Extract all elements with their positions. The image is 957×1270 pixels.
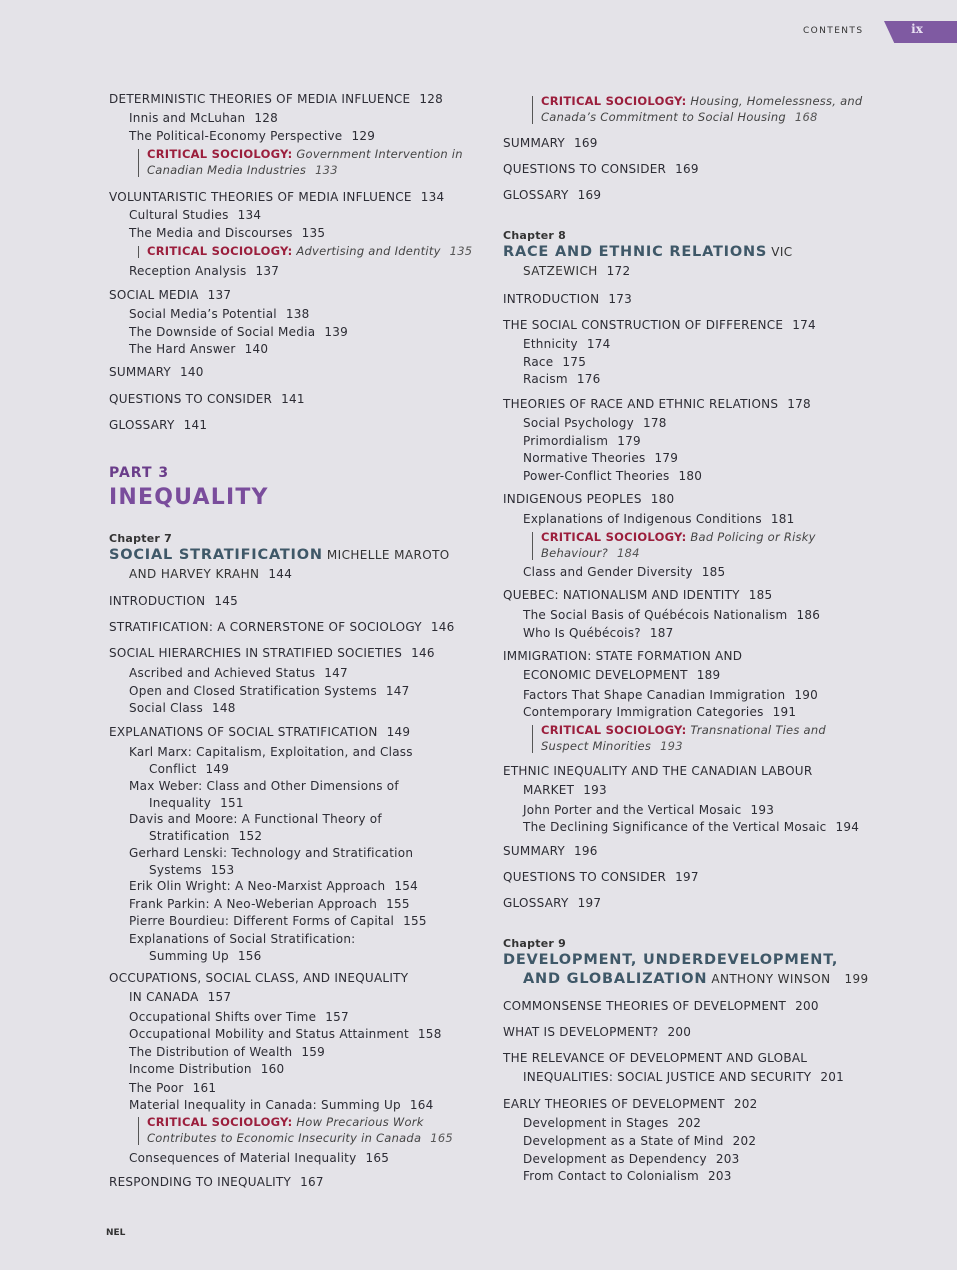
entry-page: 190 xyxy=(794,688,818,702)
entry-title-cont: Summing Up xyxy=(149,949,229,963)
toc-entry-heading[interactable] xyxy=(503,492,674,507)
entry-title-cont: Conflict xyxy=(149,762,197,776)
toc-entry-subheading[interactable] xyxy=(523,820,859,835)
entry-page: 193 xyxy=(583,783,607,797)
critical-sociology-label: CRITICAL SOCIOLOGY: xyxy=(147,1115,293,1129)
entry-title: THE SOCIAL CONSTRUCTION OF DIFFERENCE xyxy=(503,318,784,332)
chapter-title-cont[interactable] xyxy=(523,970,869,988)
entry-page: 135 xyxy=(301,226,326,240)
entry-page: 165 xyxy=(430,1131,453,1145)
entry-page: 178 xyxy=(642,416,667,430)
entry-title: The Political-Economy Perspective xyxy=(129,129,343,143)
critical-sociology-title: Bad Policing or Risky xyxy=(690,530,816,544)
chapter-number: Chapter 9 xyxy=(503,937,567,950)
entry-title-cont: IN CANADA xyxy=(129,990,199,1004)
chapter-number: Chapter 8 xyxy=(503,229,567,242)
chapter-author-cont: SATZEWICH xyxy=(523,264,598,278)
entry-page: 140 xyxy=(179,365,204,379)
entry-page: 193 xyxy=(750,803,775,817)
toc-entry-subheading[interactable] xyxy=(523,688,818,703)
entry-page: 176 xyxy=(576,372,601,386)
toc-entry-subheading[interactable] xyxy=(523,1169,732,1184)
page-number: ix xyxy=(911,22,923,36)
entry-page: 202 xyxy=(677,1116,702,1130)
critical-sociology-box[interactable] xyxy=(541,530,816,545)
entry-title: Development as a State of Mind xyxy=(523,1134,724,1148)
entry-title: EXPLANATIONS OF SOCIAL STRATIFICATION xyxy=(109,725,378,739)
critical-sociology-box-cont[interactable] xyxy=(541,739,683,754)
entry-title: The Distribution of Wealth xyxy=(129,1045,293,1059)
entry-title: SUMMARY xyxy=(503,844,565,858)
entry-title-cont: INEQUALITIES: SOCIAL JUSTICE AND SECURITY xyxy=(523,1070,812,1084)
entry-page: 141 xyxy=(281,392,305,406)
entry-page: 199 xyxy=(844,972,869,986)
entry-page: 149 xyxy=(386,725,411,739)
critical-sociology-title: How Precarious Work xyxy=(296,1115,424,1129)
toc-entry-heading[interactable] xyxy=(503,999,819,1014)
entry-page: 145 xyxy=(214,594,238,608)
entry-title-cont: Systems xyxy=(149,863,202,877)
entry-page: 129 xyxy=(351,129,376,143)
entry-title: GLOSSARY xyxy=(109,418,175,432)
entry-page: 159 xyxy=(301,1045,326,1059)
toc-entry-continuation[interactable] xyxy=(523,1070,844,1085)
critical-sociology-title: Housing, Homelessness, and xyxy=(690,94,863,108)
entry-page: 194 xyxy=(835,820,860,834)
critical-sociology-box-cont[interactable] xyxy=(541,546,640,561)
entry-title: Erik Olin Wright: A Neo-Marxist Approach xyxy=(129,879,386,893)
toc-entry-heading[interactable] xyxy=(503,136,598,151)
entry-title: GLOSSARY xyxy=(503,188,569,202)
entry-page: 181 xyxy=(770,512,795,526)
toc-entry-heading[interactable] xyxy=(503,764,812,779)
entry-title: Primordialism xyxy=(523,434,609,448)
entry-page: 186 xyxy=(796,608,821,622)
chapter-author: VIC xyxy=(771,245,793,259)
entry-page: 146 xyxy=(411,646,435,660)
critical-sociology-title-cont: Canada’s Commitment to Social Housing xyxy=(541,110,786,124)
entry-page: 146 xyxy=(430,620,455,634)
entry-page: 137 xyxy=(255,264,280,278)
critical-sociology-box-cont[interactable] xyxy=(541,110,818,125)
entry-title-cont: Inequality xyxy=(149,796,212,810)
entry-title: Gerhard Lenski: Technology and Stratification xyxy=(129,846,414,860)
chapter-author: ANTHONY WINSON xyxy=(711,972,831,986)
toc-entry-heading[interactable] xyxy=(503,649,742,664)
entry-title: Power-Conflict Theories xyxy=(523,469,670,483)
chapter-title[interactable] xyxy=(503,243,793,261)
entry-title: The Social Basis of Québécois Nationalism xyxy=(523,608,788,622)
entry-title: Explanations of Indigenous Conditions xyxy=(523,512,762,526)
entry-title: Normative Theories xyxy=(523,451,646,465)
entry-title: The Hard Answer xyxy=(129,342,236,356)
toc-entry-heading[interactable] xyxy=(503,588,772,603)
entry-page: 203 xyxy=(707,1169,732,1183)
chapter-label[interactable] xyxy=(503,228,566,243)
entry-title: QUESTIONS TO CONSIDER xyxy=(503,870,667,884)
entry-page: 134 xyxy=(420,190,445,204)
toc-entry-continuation[interactable] xyxy=(523,783,607,798)
entry-page: 185 xyxy=(748,588,773,602)
entry-page: 191 xyxy=(772,705,797,719)
entry-title: EARLY THEORIES OF DEVELOPMENT xyxy=(503,1097,725,1111)
entry-page: 133 xyxy=(315,163,338,177)
entry-title: Development as Dependency xyxy=(523,1152,707,1166)
critical-sociology-title-cont: Suspect Minorities xyxy=(541,739,652,753)
entry-page: 151 xyxy=(220,796,244,810)
critical-sociology-rule xyxy=(532,532,533,560)
entry-page: 197 xyxy=(577,896,602,910)
entry-title: Class and Gender Diversity xyxy=(523,565,693,579)
entry-page: 197 xyxy=(675,870,699,884)
entry-page: 165 xyxy=(365,1151,390,1165)
entry-page: 155 xyxy=(403,914,427,928)
toc-entry-heading[interactable] xyxy=(503,162,699,177)
entry-title: Contemporary Immigration Categories xyxy=(523,705,764,719)
entry-title: QUESTIONS TO CONSIDER xyxy=(109,392,273,406)
entry-title: The Poor xyxy=(129,1081,184,1095)
toc-entry-subheading[interactable] xyxy=(523,416,667,431)
entry-title: THEORIES OF RACE AND ETHNIC RELATIONS xyxy=(503,397,779,411)
entry-page: 128 xyxy=(254,111,279,125)
entry-title: Karl Marx: Capitalism, Exploitation, and Class xyxy=(129,745,413,759)
entry-title: Explanations of Social Stratification: xyxy=(129,932,356,946)
entry-title: John Porter and the Vertical Mosaic xyxy=(523,803,742,817)
entry-page: 152 xyxy=(238,829,263,843)
entry-page: 172 xyxy=(606,264,631,278)
toc-entry-subheading[interactable] xyxy=(523,1152,739,1167)
entry-title: DETERMINISTIC THEORIES OF MEDIA INFLUENCE xyxy=(109,92,411,106)
entry-title-cont: MARKET xyxy=(523,783,575,797)
entry-title: Innis and McLuhan xyxy=(129,111,246,125)
toc-entry-heading[interactable] xyxy=(503,1097,758,1112)
entry-page: 158 xyxy=(417,1027,442,1041)
entry-page: 200 xyxy=(667,1025,692,1039)
entry-title: SUMMARY xyxy=(109,365,171,379)
entry-page: 154 xyxy=(394,879,418,893)
entry-title: ETHNIC INEQUALITY AND THE CANADIAN LABOUR xyxy=(503,764,813,778)
toc-entry-subheading[interactable] xyxy=(523,626,673,641)
toc-entry-subheading[interactable] xyxy=(523,337,610,352)
entry-title: Open and Closed Stratification Systems xyxy=(129,684,377,698)
entry-page: 202 xyxy=(733,1097,758,1111)
entry-title: Davis and Moore: A Functional Theory of xyxy=(129,812,382,826)
entry-page: 155 xyxy=(386,897,410,911)
toc-entry-heading[interactable] xyxy=(503,1025,691,1040)
critical-sociology-title-cont: Canadian Media Industries xyxy=(147,163,307,177)
entry-title: INDIGENOUS PEOPLES xyxy=(503,492,642,506)
entry-page: 161 xyxy=(192,1081,217,1095)
chapter-name: RACE AND ETHNIC RELATIONS xyxy=(503,244,768,260)
toc-entry-subheading[interactable] xyxy=(523,608,820,623)
entry-page: 138 xyxy=(285,307,310,321)
toc-entry-subheading[interactable] xyxy=(523,705,796,720)
toc-entry-continuation[interactable] xyxy=(523,668,720,683)
entry-title: From Contact to Colonialism xyxy=(523,1169,699,1183)
entry-title: Consequences of Material Inequality xyxy=(129,1151,357,1165)
entry-title: COMMONSENSE THEORIES OF DEVELOPMENT xyxy=(503,999,787,1013)
entry-page: 169 xyxy=(577,188,602,202)
critical-sociology-label: CRITICAL SOCIOLOGY: xyxy=(541,94,687,108)
entry-page: 187 xyxy=(649,626,674,640)
entry-title: Social Class xyxy=(129,701,203,715)
critical-sociology-box[interactable] xyxy=(541,94,862,109)
entry-title: Occupational Shifts over Time xyxy=(129,1010,317,1024)
entry-page: 174 xyxy=(792,318,816,332)
toc-entry-heading[interactable] xyxy=(503,318,816,333)
entry-page: 149 xyxy=(205,762,230,776)
chapter-author-cont: AND HARVEY KRAHN xyxy=(129,567,260,581)
entry-page: 169 xyxy=(675,162,699,176)
entry-title: The Declining Significance of the Vertical Mosaic xyxy=(523,820,827,834)
toc-entry-subheading[interactable] xyxy=(523,434,641,449)
entry-page: 202 xyxy=(732,1134,757,1148)
toc-entry-subheading[interactable] xyxy=(523,451,678,466)
entry-title: Social Media’s Potential xyxy=(129,307,277,321)
entry-title: Factors That Shape Canadian Immigration xyxy=(523,688,786,702)
entry-page: 189 xyxy=(696,668,721,682)
entry-page: 156 xyxy=(237,949,262,963)
entry-title: VOLUNTARISTIC THEORIES OF MEDIA INFLUENCE xyxy=(109,190,412,204)
critical-sociology-label: CRITICAL SOCIOLOGY: xyxy=(147,147,293,161)
chapter-name: SOCIAL STRATIFICATION xyxy=(109,547,323,563)
critical-sociology-title: Advertising and Identity xyxy=(296,244,441,258)
entry-page: 179 xyxy=(617,434,641,448)
entry-title-cont: ECONOMIC DEVELOPMENT xyxy=(523,668,688,682)
entry-page: 203 xyxy=(715,1152,740,1166)
toc-entry-subheading[interactable] xyxy=(523,1116,701,1131)
critical-sociology-rule xyxy=(532,725,533,753)
critical-sociology-title: Government Intervention in xyxy=(296,147,463,161)
entry-title: QUEBEC: NATIONALISM AND IDENTITY xyxy=(503,588,740,602)
chapter-number: Chapter 7 xyxy=(109,532,173,545)
critical-sociology-label: CRITICAL SOCIOLOGY: xyxy=(541,723,687,737)
toc-entry-subheading[interactable] xyxy=(523,355,586,370)
critical-sociology-title: Transnational Ties and xyxy=(690,723,826,737)
toc-entry-subheading[interactable] xyxy=(523,803,774,818)
entry-page: 201 xyxy=(820,1070,845,1084)
entry-title: SOCIAL HIERARCHIES IN STRATIFIED SOCIETIES xyxy=(109,646,403,660)
critical-sociology-rule xyxy=(532,96,533,124)
critical-sociology-title-cont: Contributes to Economic Insecurity in Canada xyxy=(147,1131,422,1145)
entry-page: 135 xyxy=(449,244,473,258)
entry-title: GLOSSARY xyxy=(503,896,569,910)
toc-entry-subheading[interactable] xyxy=(523,565,725,580)
part-name: INEQUALITY xyxy=(109,485,269,510)
entry-page: 144 xyxy=(268,567,293,581)
entry-page: 173 xyxy=(608,292,632,306)
entry-page: 178 xyxy=(787,397,811,411)
chapter-author: MICHELLE MAROTO xyxy=(326,548,450,562)
entry-page: 147 xyxy=(385,684,410,698)
entry-page: 185 xyxy=(701,565,726,579)
entry-title: STRATIFICATION: A CORNERSTONE OF SOCIOLOGY xyxy=(109,620,422,634)
entry-page: 193 xyxy=(660,739,683,753)
entry-page: 134 xyxy=(237,208,262,222)
toc-entry-subheading[interactable] xyxy=(523,1134,756,1149)
entry-title: Development in Stages xyxy=(523,1116,669,1130)
entry-title: INTRODUCTION xyxy=(109,594,206,608)
entry-title: Pierre Bourdieu: Different Forms of Capital xyxy=(129,914,395,928)
entry-page: 180 xyxy=(650,492,675,506)
entry-page: 139 xyxy=(324,325,349,339)
entry-title: Social Psychology xyxy=(523,416,634,430)
entry-page: 153 xyxy=(210,863,235,877)
entry-title: Ascribed and Achieved Status xyxy=(129,666,316,680)
entry-page: 200 xyxy=(795,999,819,1013)
part-number: PART 3 xyxy=(109,465,170,481)
entry-page: 157 xyxy=(207,990,232,1004)
entry-title: Income Distribution xyxy=(129,1062,252,1076)
entry-page: 180 xyxy=(678,469,703,483)
toc-entry-heading[interactable] xyxy=(503,292,632,307)
entry-title: Race xyxy=(523,355,554,369)
entry-title: Material Inequality in Canada: Summing Up xyxy=(129,1098,401,1112)
entry-title: SUMMARY xyxy=(503,136,565,150)
toc-entry-subheading[interactable] xyxy=(523,469,702,484)
entry-page: 128 xyxy=(419,92,444,106)
toc-entry-heading[interactable] xyxy=(503,1051,807,1066)
footer-publisher: NEL xyxy=(106,1228,126,1238)
entry-page: 196 xyxy=(573,844,598,858)
toc-entry-subheading[interactable] xyxy=(523,512,795,527)
entry-title: WHAT IS DEVELOPMENT? xyxy=(503,1025,659,1039)
entry-page: 147 xyxy=(324,666,348,680)
toc-entry-heading[interactable] xyxy=(503,188,601,203)
critical-sociology-label: CRITICAL SOCIOLOGY: xyxy=(147,244,293,258)
entry-title: Max Weber: Class and Other Dimensions of xyxy=(129,779,399,793)
entry-title: Ethnicity xyxy=(523,337,578,351)
entry-title: SOCIAL MEDIA xyxy=(109,288,199,302)
entry-title: QUESTIONS TO CONSIDER xyxy=(503,162,667,176)
critical-sociology-title-cont: Behaviour? xyxy=(541,546,608,560)
entry-title: Cultural Studies xyxy=(129,208,229,222)
entry-title: The Downside of Social Media xyxy=(129,325,316,339)
chapter-name: DEVELOPMENT, UNDERDEVELOPMENT, xyxy=(503,952,839,968)
entry-title: Who Is Québécois? xyxy=(523,626,641,640)
entry-page: 157 xyxy=(325,1010,349,1024)
critical-sociology-label: CRITICAL SOCIOLOGY: xyxy=(541,530,687,544)
entry-title: THE RELEVANCE OF DEVELOPMENT AND GLOBAL xyxy=(503,1051,808,1065)
toc-entry-heading[interactable] xyxy=(503,896,601,911)
entry-title-cont: Stratification xyxy=(149,829,230,843)
entry-title: Frank Parkin: A Neo-Weberian Approach xyxy=(129,897,378,911)
entry-page: 184 xyxy=(616,546,640,560)
toc-entry-heading[interactable] xyxy=(503,870,699,885)
chapter-title[interactable] xyxy=(503,951,838,969)
entry-page: 148 xyxy=(211,701,236,715)
entry-title: IMMIGRATION: STATE FORMATION AND xyxy=(503,649,743,663)
entry-title: The Media and Discourses xyxy=(129,226,293,240)
entry-page: 179 xyxy=(654,451,679,465)
toc-entry-subheading[interactable] xyxy=(523,372,600,387)
entry-page: 175 xyxy=(562,355,587,369)
entry-page: 174 xyxy=(586,337,611,351)
entry-page: 169 xyxy=(573,136,598,150)
chapter-label[interactable] xyxy=(503,936,566,951)
chapter-name-cont: AND GLOBALIZATION xyxy=(523,971,708,987)
entry-page: 141 xyxy=(183,418,208,432)
chapter-author-cont[interactable] xyxy=(523,264,630,279)
entry-title: OCCUPATIONS, SOCIAL CLASS, AND INEQUALITY xyxy=(109,971,409,985)
entry-page: 167 xyxy=(300,1175,324,1189)
entry-page: 160 xyxy=(260,1062,285,1076)
header-contents: CONTENTS xyxy=(803,26,864,36)
entry-title: RESPONDING TO INEQUALITY xyxy=(109,1175,292,1189)
toc-entry-heading[interactable] xyxy=(503,397,811,412)
entry-title: Reception Analysis xyxy=(129,264,247,278)
toc-entry-heading[interactable] xyxy=(503,844,598,859)
entry-title: Racism xyxy=(523,372,568,386)
entry-page: 137 xyxy=(207,288,232,302)
entry-title: INTRODUCTION xyxy=(503,292,600,306)
critical-sociology-box[interactable] xyxy=(541,723,826,738)
entry-page: 140 xyxy=(244,342,269,356)
entry-title: Occupational Mobility and Status Attainment xyxy=(129,1027,409,1041)
entry-page: 168 xyxy=(794,110,818,124)
entry-page: 164 xyxy=(409,1098,434,1112)
